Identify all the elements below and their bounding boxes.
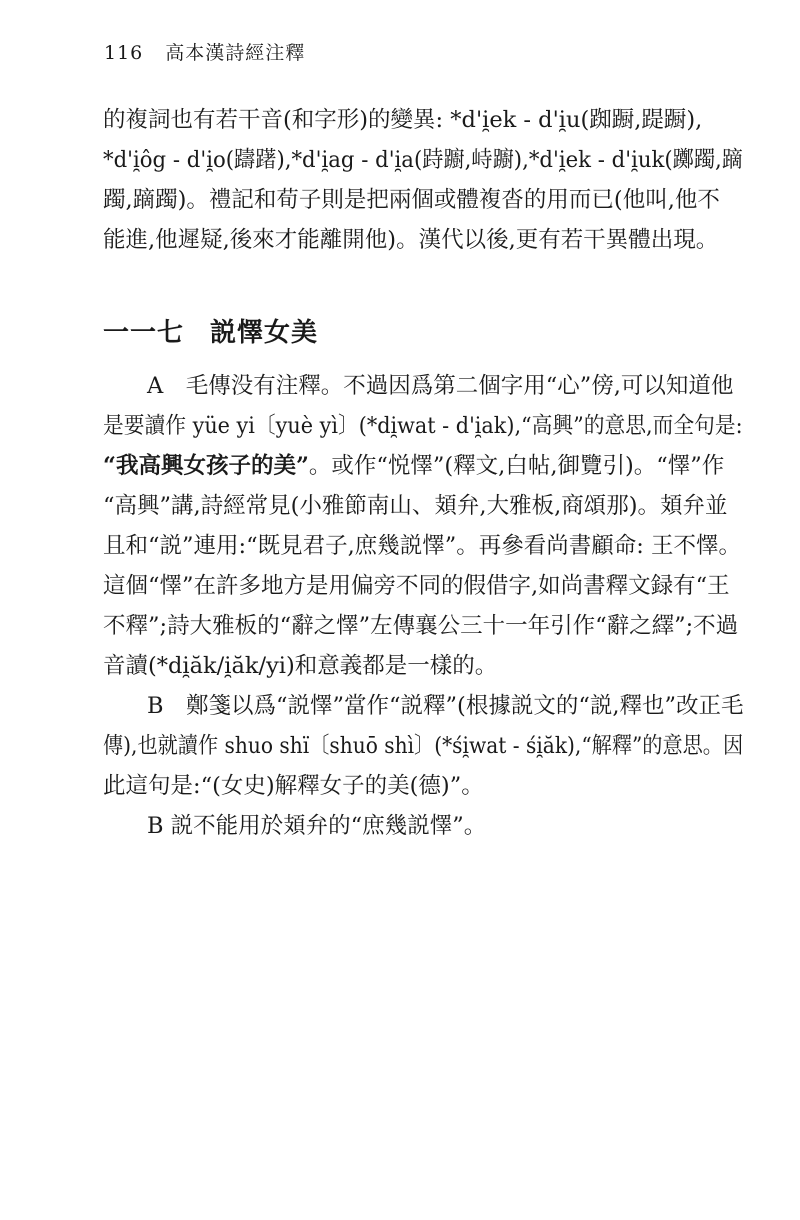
- page-number: 116: [104, 42, 144, 64]
- paragraph-a-line: 這個“懌”在許多地方是用偏旁不同的假借字,如尚書釋文録有“王: [103, 573, 730, 599]
- body-text: [103, 366, 743, 846]
- running-head: [104, 38, 305, 65]
- intro-line: 的複詞也有若干音(和字形)的變異: *d'i̯ek - d'i̯u(踟蹰,踶蹰),: [103, 107, 703, 133]
- intro-line: 能進,他遲疑,後來才能離開他)。漢代以後,更有若干異體出現。: [103, 227, 719, 253]
- paragraph-a-line: 不釋”;詩大雅板的“辭之懌”左傳襄公三十一年引作“辭之繹”;不過: [103, 613, 739, 639]
- paragraph-a-line: “高興”講,詩經常見(小雅節南山、頍弁,大雅板,商頌那)。頍弁並: [103, 493, 728, 519]
- paragraph-a-line: 且和“説”連用:“既見君子,庶幾説懌”。再參看尚書顧命: 王不懌。: [103, 533, 741, 559]
- paragraph-a-line: 是要讀作 yüe yi〔yuè yì〕(*di̯wat - d'i̯ak),“高興”的意思,而全句是:: [103, 413, 743, 439]
- book-title: 高本漢詩經注釋: [165, 42, 306, 64]
- intro-line: 躅,蹢躅)。禮記和荀子則是把兩個或體複沓的用而已(他叫,他不: [103, 187, 720, 213]
- paragraph-a-line: 音讀(*di̯ăk/i̯ăk/yi)和意義都是一樣的。: [103, 653, 498, 679]
- paragraph-b-line: B 鄭箋以爲“説懌”當作“説釋”(根據説文的“説,釋也”改正毛: [147, 693, 744, 719]
- paragraph-b-conclusion: B 説不能用於頍弁的“庶幾説懌”。: [147, 813, 487, 839]
- paragraph-b-line: 此這句是:“(女史)解釋女子的美(德)”。: [103, 773, 484, 799]
- bold-translation: “我高興女孩子的美”: [103, 453, 309, 479]
- paragraph-a-line: A 毛傳没有注釋。不過因爲第二個字用“心”傍,可以知道他: [147, 373, 734, 399]
- section-heading: [103, 312, 318, 349]
- paragraph-a-line: [103, 446, 743, 486]
- intro-line: *d'i̯ôg - d'i̯o(躊躇),*d'i̯ag - d'i̯a(跱躕,峙躕),*d'i̯ek - d'i̯uk(躑躅,蹢: [103, 147, 744, 173]
- section-title: 説懌女美: [210, 318, 319, 348]
- section-number: 一一七: [103, 318, 185, 348]
- paragraph-a-line-rest: 。或作“悦懌”(釋文,白帖,御覽引)。“懌”作: [308, 453, 725, 479]
- intro-paragraph: [103, 100, 743, 260]
- paragraph-b-line: 傳),也就讀作 shuo shï〔shuō shì〕(*śi̯wat - śi̯ăk),“解釋”的意思。因: [103, 733, 744, 759]
